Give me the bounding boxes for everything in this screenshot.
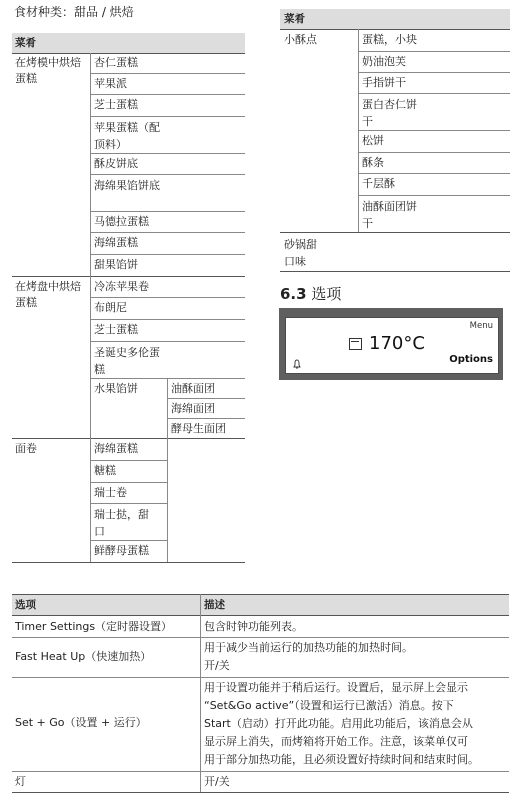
dish-subitem: 海绵面团	[171, 402, 215, 415]
group-label: 小酥点	[284, 33, 317, 46]
bell-icon	[292, 359, 302, 369]
option-name: Timer Settings（定时器设置）	[15, 620, 173, 633]
options-button[interactable]: Options	[449, 354, 493, 365]
group-label: 面卷	[15, 442, 37, 455]
option-description: 用于部分加热功能，且必须设置好持续时间和结束时间。	[204, 753, 479, 766]
temperature-readout: 170°C	[369, 333, 425, 354]
option-description: 用于减少当前运行的加热功能的加热时间。	[204, 641, 413, 654]
dish-item: 杏仁蛋糕	[94, 56, 138, 69]
option-name: Fast Heat Up（快速加热）	[15, 650, 152, 663]
dish-item: 酥条	[362, 156, 384, 169]
option-description: 显示屏上消失，而烤箱将开始工作。注意，该菜单仅可	[204, 735, 468, 748]
dish-item: 手指饼干	[362, 76, 406, 89]
right-table-header-label: 菜肴	[284, 13, 305, 25]
dish-item: 冷冻苹果卷	[94, 280, 149, 293]
option-description: 开/关	[204, 775, 230, 788]
dish-item: 酥皮饼底	[94, 157, 138, 170]
page-header: 食材种类：甜品 / 烘焙	[14, 5, 134, 19]
dish-item: 水果馅饼	[94, 382, 138, 395]
dish-item: 千层酥	[362, 177, 395, 190]
options-header-option: 选项	[15, 599, 36, 611]
dish-item: 奶油泡芙	[362, 55, 406, 68]
dish-item: 布朗尼	[94, 301, 127, 314]
option-description: 开/关	[204, 659, 230, 672]
menu-label[interactable]: Menu	[469, 321, 493, 331]
right-table-header	[280, 9, 510, 29]
dish-item: 海绵蛋糕	[94, 442, 138, 455]
section-heading	[280, 284, 341, 304]
option-name: Set + Go（设置 + 运行）	[15, 716, 147, 729]
group-label: 在烤模中烘焙蛋糕	[15, 56, 81, 85]
dish-subitem: 油酥面团	[171, 382, 215, 395]
oven-display-panel	[279, 308, 503, 380]
dish-item: 松饼	[362, 134, 384, 147]
options-header-description: 描述	[204, 599, 225, 611]
dish-item: 芝士蛋糕	[94, 323, 138, 336]
dish-item: 海绵蛋糕	[94, 236, 138, 249]
dish-item: 瑞士挞，甜口	[94, 508, 149, 538]
dish-item: 油酥面团饼干	[362, 200, 417, 230]
dish-item: 瑞士卷	[94, 486, 127, 499]
option-description: 包含时钟功能列表。	[204, 620, 303, 633]
dish-item: 圣诞史多伦蛋糕	[94, 346, 160, 376]
option-description: Start（启动）打开此功能。启用此功能后，该消息会从	[204, 717, 473, 730]
dish-item: 蛋糕，小块	[362, 33, 417, 46]
left-table-header	[12, 33, 245, 53]
dish-item: 鲜酵母蛋糕	[94, 544, 149, 557]
dish-item: 海绵果馅饼底	[94, 179, 160, 192]
section-title: 选项	[311, 285, 342, 303]
oven-icon	[349, 338, 362, 350]
options-table-header	[12, 595, 509, 615]
group-label: 砂锅甜口味	[284, 238, 317, 268]
left-table-header-label: 菜肴	[15, 37, 36, 49]
dish-subitem: 酵母生面团	[171, 422, 226, 435]
dish-item: 苹果派	[94, 77, 127, 90]
display-screen	[285, 317, 499, 374]
dish-item: 苹果蛋糕（配顶料）	[94, 121, 160, 151]
dish-item: 马德拉蛋糕	[94, 215, 149, 228]
dish-item: 甜果馅饼	[94, 258, 138, 271]
dish-item: 芝士蛋糕	[94, 98, 138, 111]
option-description: 用于设置功能并于稍后运行。设置后，显示屏上会显示	[204, 681, 468, 694]
dish-item: 糖糕	[94, 464, 116, 477]
section-number: 6.3	[280, 285, 307, 303]
option-name: 灯	[15, 775, 26, 788]
dish-item: 蛋白杏仁饼干	[362, 98, 417, 128]
option-description: “Set&Go active”（设置和运行已激活）消息。按下	[204, 699, 454, 712]
group-label: 在烤盘中烘焙蛋糕	[15, 280, 81, 309]
